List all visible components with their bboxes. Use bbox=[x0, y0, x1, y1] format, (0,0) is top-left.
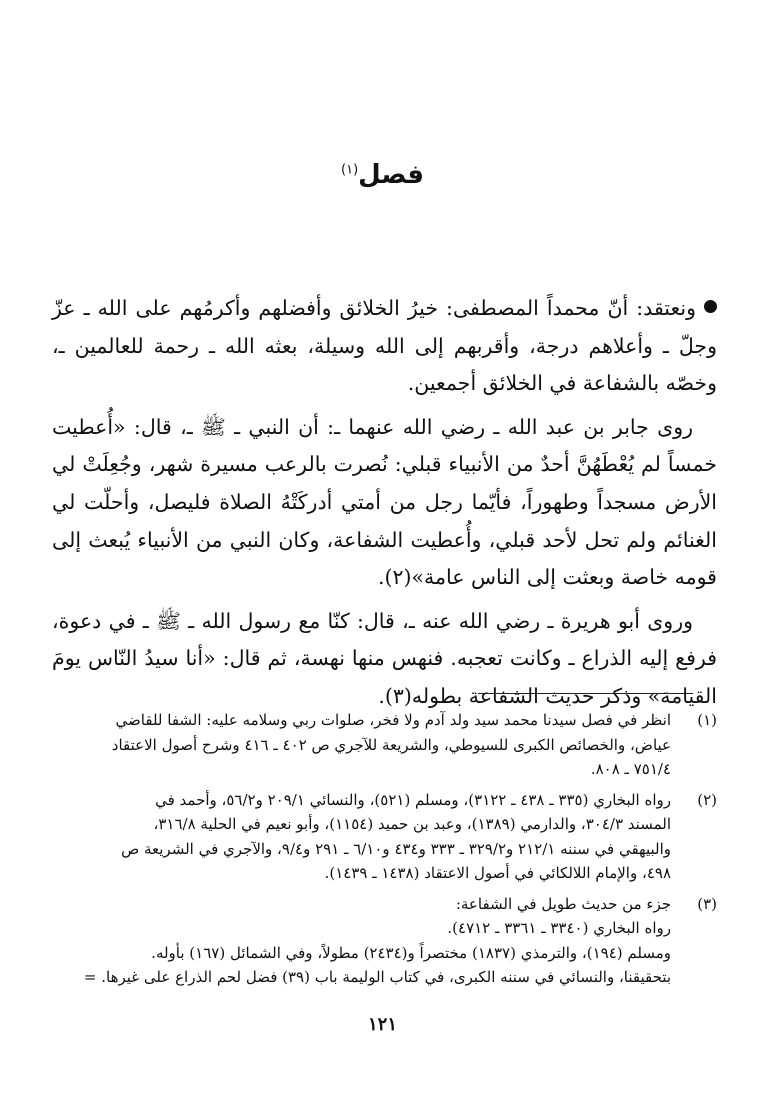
footnote-line: ومسلم (١٩٤)، والترمذي (١٨٣٧) مختصراً و(٢٤٣٤) مطولاً، وفي الشمائل (١٦٧) بأوله. bbox=[151, 943, 671, 962]
footnote-number: (٣) bbox=[697, 894, 717, 913]
paragraph-belief bbox=[52, 290, 717, 403]
page-number: ١٢١ bbox=[367, 1014, 397, 1035]
paragraph-jabir-hadith: روى جابر بن عبد الله ـ رضي الله عنهما ـ: أن النبي ـ ﷺ ـ، قال: «أُعطيت خمساً لم يُعْطَهُنَّ أحدٌ من الأنبياء قبلي: نُصرت بالرعب مسيرة شهر، وجُعِلَتْ لي الأرض مسجداً وطهوراً، فأيّما رجل من أمتي أدركَتْهُ الصلاة فليصل، وأحلّت لي الغنائم ولم تحل لأحد قبلي، وأُعطيت الشفاعة، وكان النبي من الأنبياء يُبعث إلى قومه خاصة وبعثت إلى الناس عامة»(٢). bbox=[52, 414, 717, 590]
footnote-1 bbox=[52, 708, 717, 782]
footnote-line: ٧٥١/٤ ـ ٨٠٨. bbox=[590, 760, 671, 778]
main-text bbox=[52, 290, 717, 722]
section-heading bbox=[0, 160, 765, 190]
footnote-number: (٢) bbox=[697, 790, 717, 809]
footnote-line: بتحقيقنا، والنسائي في سننه الكبرى، في كتاب الوليمة باب (٣٩) فضل لحم الذراع على غيرها. = bbox=[83, 968, 671, 986]
footnote-line: رواه البخاري (٣٣٥ ـ ٤٣٨ ـ ٣١٢٢)، ومسلم (٥٢١)، والنسائي ٢٠٩/١ و٥٦/٢، وأحمد في bbox=[155, 790, 671, 809]
footnote-body bbox=[52, 892, 671, 990]
footnote-line: رواه البخاري (٣٣٤٠ ـ ٣٣٦١ ـ ٤٧١٢). bbox=[447, 919, 671, 937]
paragraph-text: ونعتقد: أنّ محمداً المصطفى: خيرُ الخلائق وأفضلهم وأكرمُهم على الله ـ عزّ وجلّ ـ وأعلاهم درجة، وأقربهم إلى الله وسيلة، بعثه الله ـ رحمة للعالمين ـ، وخصّه بالشفاعة في الخلائق أجمعين. bbox=[52, 296, 717, 396]
bullet-icon bbox=[704, 300, 717, 313]
footnote-line: انظر في فصل سيدنا محمد سيد ولد آدم ولا فخر، صلوات ربي وسلامه عليه: الشفا للقاضي bbox=[115, 711, 671, 729]
footnote-body bbox=[52, 708, 671, 782]
footnote-2 bbox=[52, 788, 717, 886]
footnote-line: المسند ٣٠٤/٣، والدارمي (١٣٨٩)، وعبد بن حميد (١١٥٤)، وأبو نعيم في الحلية ٣١٦/٨، bbox=[153, 815, 671, 833]
footnote-body bbox=[52, 788, 671, 886]
footnote-line: ٤٩٨، والإمام اللالكائي في أصول الاعتقاد (١٤٣٨ ـ ١٤٣٩). bbox=[324, 864, 671, 882]
footnote-line: والبيهقي في سننه ٢١٢/١ و٣٢٩/٢ ـ ٣٣٣ و٤٣٤ و٦/١٠ ـ ٢٩١ و٩/٤، والآجري في الشريعة ص bbox=[121, 839, 671, 858]
section-title: فصل bbox=[358, 160, 424, 190]
paragraph-abu-hurayra-hadith: وروى أبو هريرة ـ رضي الله عنه ـ، قال: كنّا مع رسول الله ـ ﷺ ـ في دعوة، فرفع إليه الذراع ـ وكانت تعجبه. فنهس منها نهسة، ثم قال: «أنا سيدُ النّاس يومَ القيامة» وذكر حديث الشفاعة بطوله(٣). bbox=[52, 608, 717, 708]
footnote-divider bbox=[478, 693, 693, 694]
footnote-line: جزء من حديث طويل في الشفاعة: bbox=[455, 894, 671, 913]
footnote-line: عياض، والخصائص الكبرى للسيوطي، والشريعة للآجري ص ٤٠٢ ـ ٤١٦ وشرح أصول الاعتقاد bbox=[111, 735, 671, 754]
footnote-number: (١) bbox=[697, 711, 717, 729]
heading-footnote-mark: (١) bbox=[341, 162, 359, 178]
footnotes bbox=[52, 708, 717, 996]
footnote-3 bbox=[52, 892, 717, 990]
